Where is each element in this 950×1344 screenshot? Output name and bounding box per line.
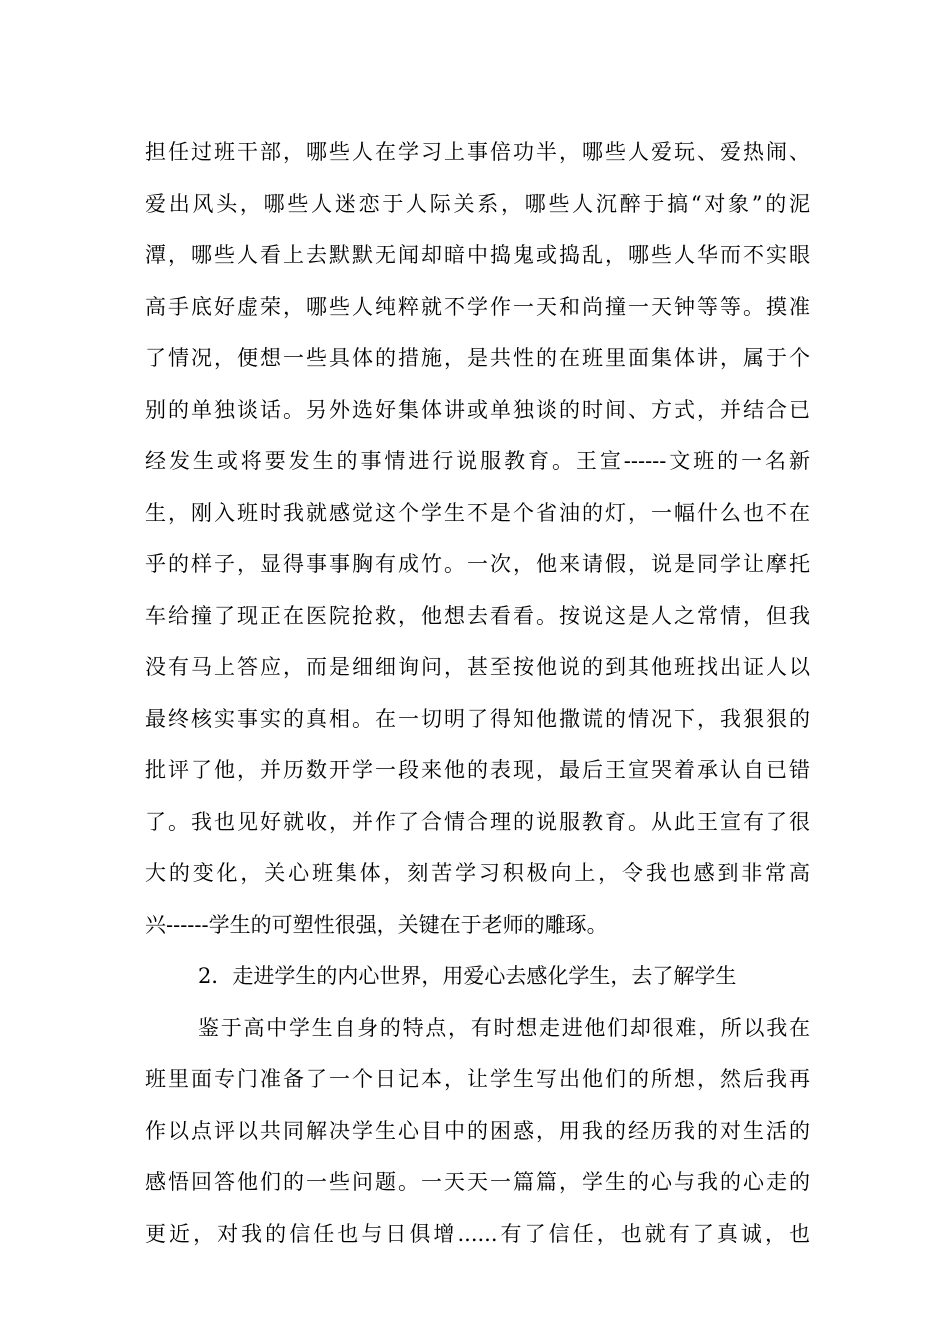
paragraph-line: 了情况，便想一些具体的措施，是共性的在班里面集体讲，属于个 [145,346,810,370]
paragraph-line: 感悟回答他们的一些问题。一天天一篇篇，学生的心与我的心走的 [145,1170,810,1194]
paragraph-line: 批评了他，并历数开学一段来他的表现，最后王宣哭着承认自已错 [145,758,810,782]
paragraph-line: 潭，哪些人看上去默默无闻却暗中捣鬼或捣乱，哪些人华而不实眼 [145,243,810,267]
paragraph-line: 爱出风头，哪些人迷恋于人际关系，哪些人沉醉于搞“对象”的泥 [145,192,810,216]
paragraph-line: 作以点评以共同解决学生心目中的困惑，用我的经历我的对生活的 [145,1119,810,1143]
paragraph-line: 班里面专门准备了一个日记本，让学生写出他们的所想，然后我再 [145,1067,810,1091]
paragraph-line: 更近，对我的信任也与日俱增......有了信任，也就有了真诚，也 [145,1222,810,1246]
paragraph-line: 了。我也见好就收，并作了合情合理的说服教育。从此王宣有了很 [145,810,810,834]
paragraph-line: 别的单独谈话。另外选好集体讲或单独谈的时间、方式，并结合已 [145,398,810,422]
paragraph-line: 生，刚入班时我就感觉这个学生不是个省油的灯，一幅什么也不在 [145,501,810,525]
paragraph-line: 大的变化，关心班集体，刻苦学习积极向上，令我也感到非常高 [145,861,810,885]
paragraph-line: 没有马上答应，而是细细询问，甚至按他说的到其他班找出证人以 [145,655,810,679]
paragraph-line: 担任过班干部，哪些人在学习上事倍功半，哪些人爱玩、爱热闹、 [145,140,810,164]
paragraph-line: 兴------学生的可塑性很强，关键在于老师的雕琢。 [145,913,608,937]
paragraph-line: 乎的样子，显得事事胸有成竹。一次，他来请假，说是同学让摩托 [145,552,810,576]
paragraph-line: 最终核实事实的真相。在一切明了得知他撒谎的情况下，我狠狠的 [145,707,810,731]
section-heading: 2．走进学生的内心世界，用爱心去感化学生，去了解学生 [198,964,737,988]
paragraph-line: 车给撞了现正在医院抢救，他想去看看。按说这是人之常情，但我 [145,604,810,628]
paragraph-line: 经发生或将要发生的事情进行说服教育。王宣------文班的一名新 [145,449,810,473]
paragraph-line: 鉴于高中学生自身的特点，有时想走进他们却很难，所以我在 [198,1016,810,1040]
paragraph-line: 高手底好虚荣，哪些人纯粹就不学作一天和尚撞一天钟等等。摸准 [145,295,810,319]
